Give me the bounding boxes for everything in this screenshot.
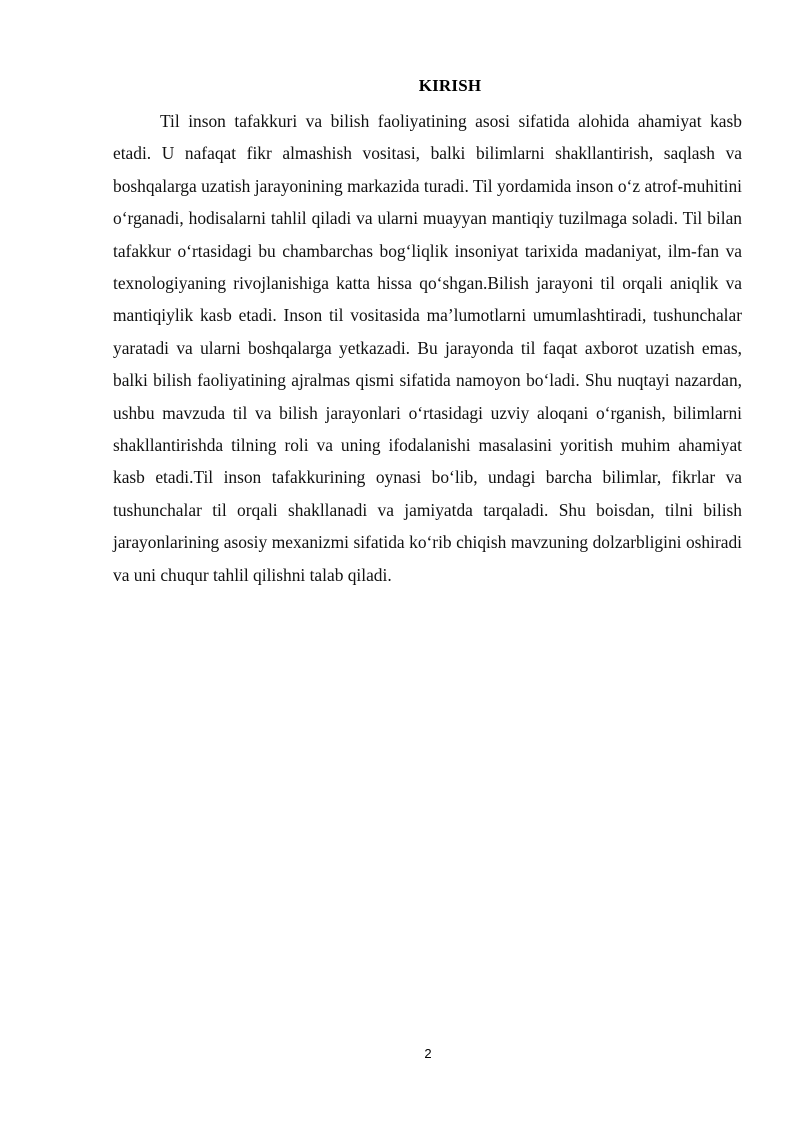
section-title: KIRISH: [418, 76, 482, 95]
page-number: 2: [424, 1046, 432, 1061]
body-paragraph: Til inson tafakkuri va bilish faoliyatining asosi sifatida alohida ahamiyat kasb etadi. U nafaqat fikr almashish vositasi, balki bilimlarni shakllantirish, saqlash va boshqalarga uzatish jarayonining markazida turadi. Til yordamida inson o‘z atrof-muhitini o‘rganadi, hodisalarni tahlil qiladi va ularni muayyan mantiqiy tuzilmaga soladi. Til bilan tafakkur o‘rtasidagi bu chambarchas bog‘liqlik insoniyat tarixida madaniyat, ilm-fan va texnologiyaning rivojlanishiga katta hissa qo‘shgan.Bilish jarayoni til orqali aniqlik va mantiqiylik kasb etadi. Inson til vositasida ma’lumotlarni umumlashtiradi, tushunchalar yaratadi va ularni boshqalarga yetkazadi. Bu jarayonda til faqat axborot uzatish emas, balki bilish faoliyatining ajralmas qismi sifatida namoyon bo‘ladi. Shu nuqtayi nazardan, ushbu mavzuda til va bilish jarayonlari o‘rtasidagi uzviy aloqani o‘rganish, bilimlarni shakllantirishda tilning roli va uning ifodalanishi masalasini yoritish muhim ahamiyat kasb etadi.Til inson tafakkurining oynasi bo‘lib, undagi barcha bilimlar, fikrlar va tushunchalar til orqali shakllanadi va jamiyatda tarqaladi. Shu boisdan, tilni bilish jarayonlarining asosiy mexanizmi sifatida ko‘rib chiqish mavzuning dolzarbligini oshiradi va uni chuqur tahlil qilishni talab qiladi.: [113, 111, 742, 585]
